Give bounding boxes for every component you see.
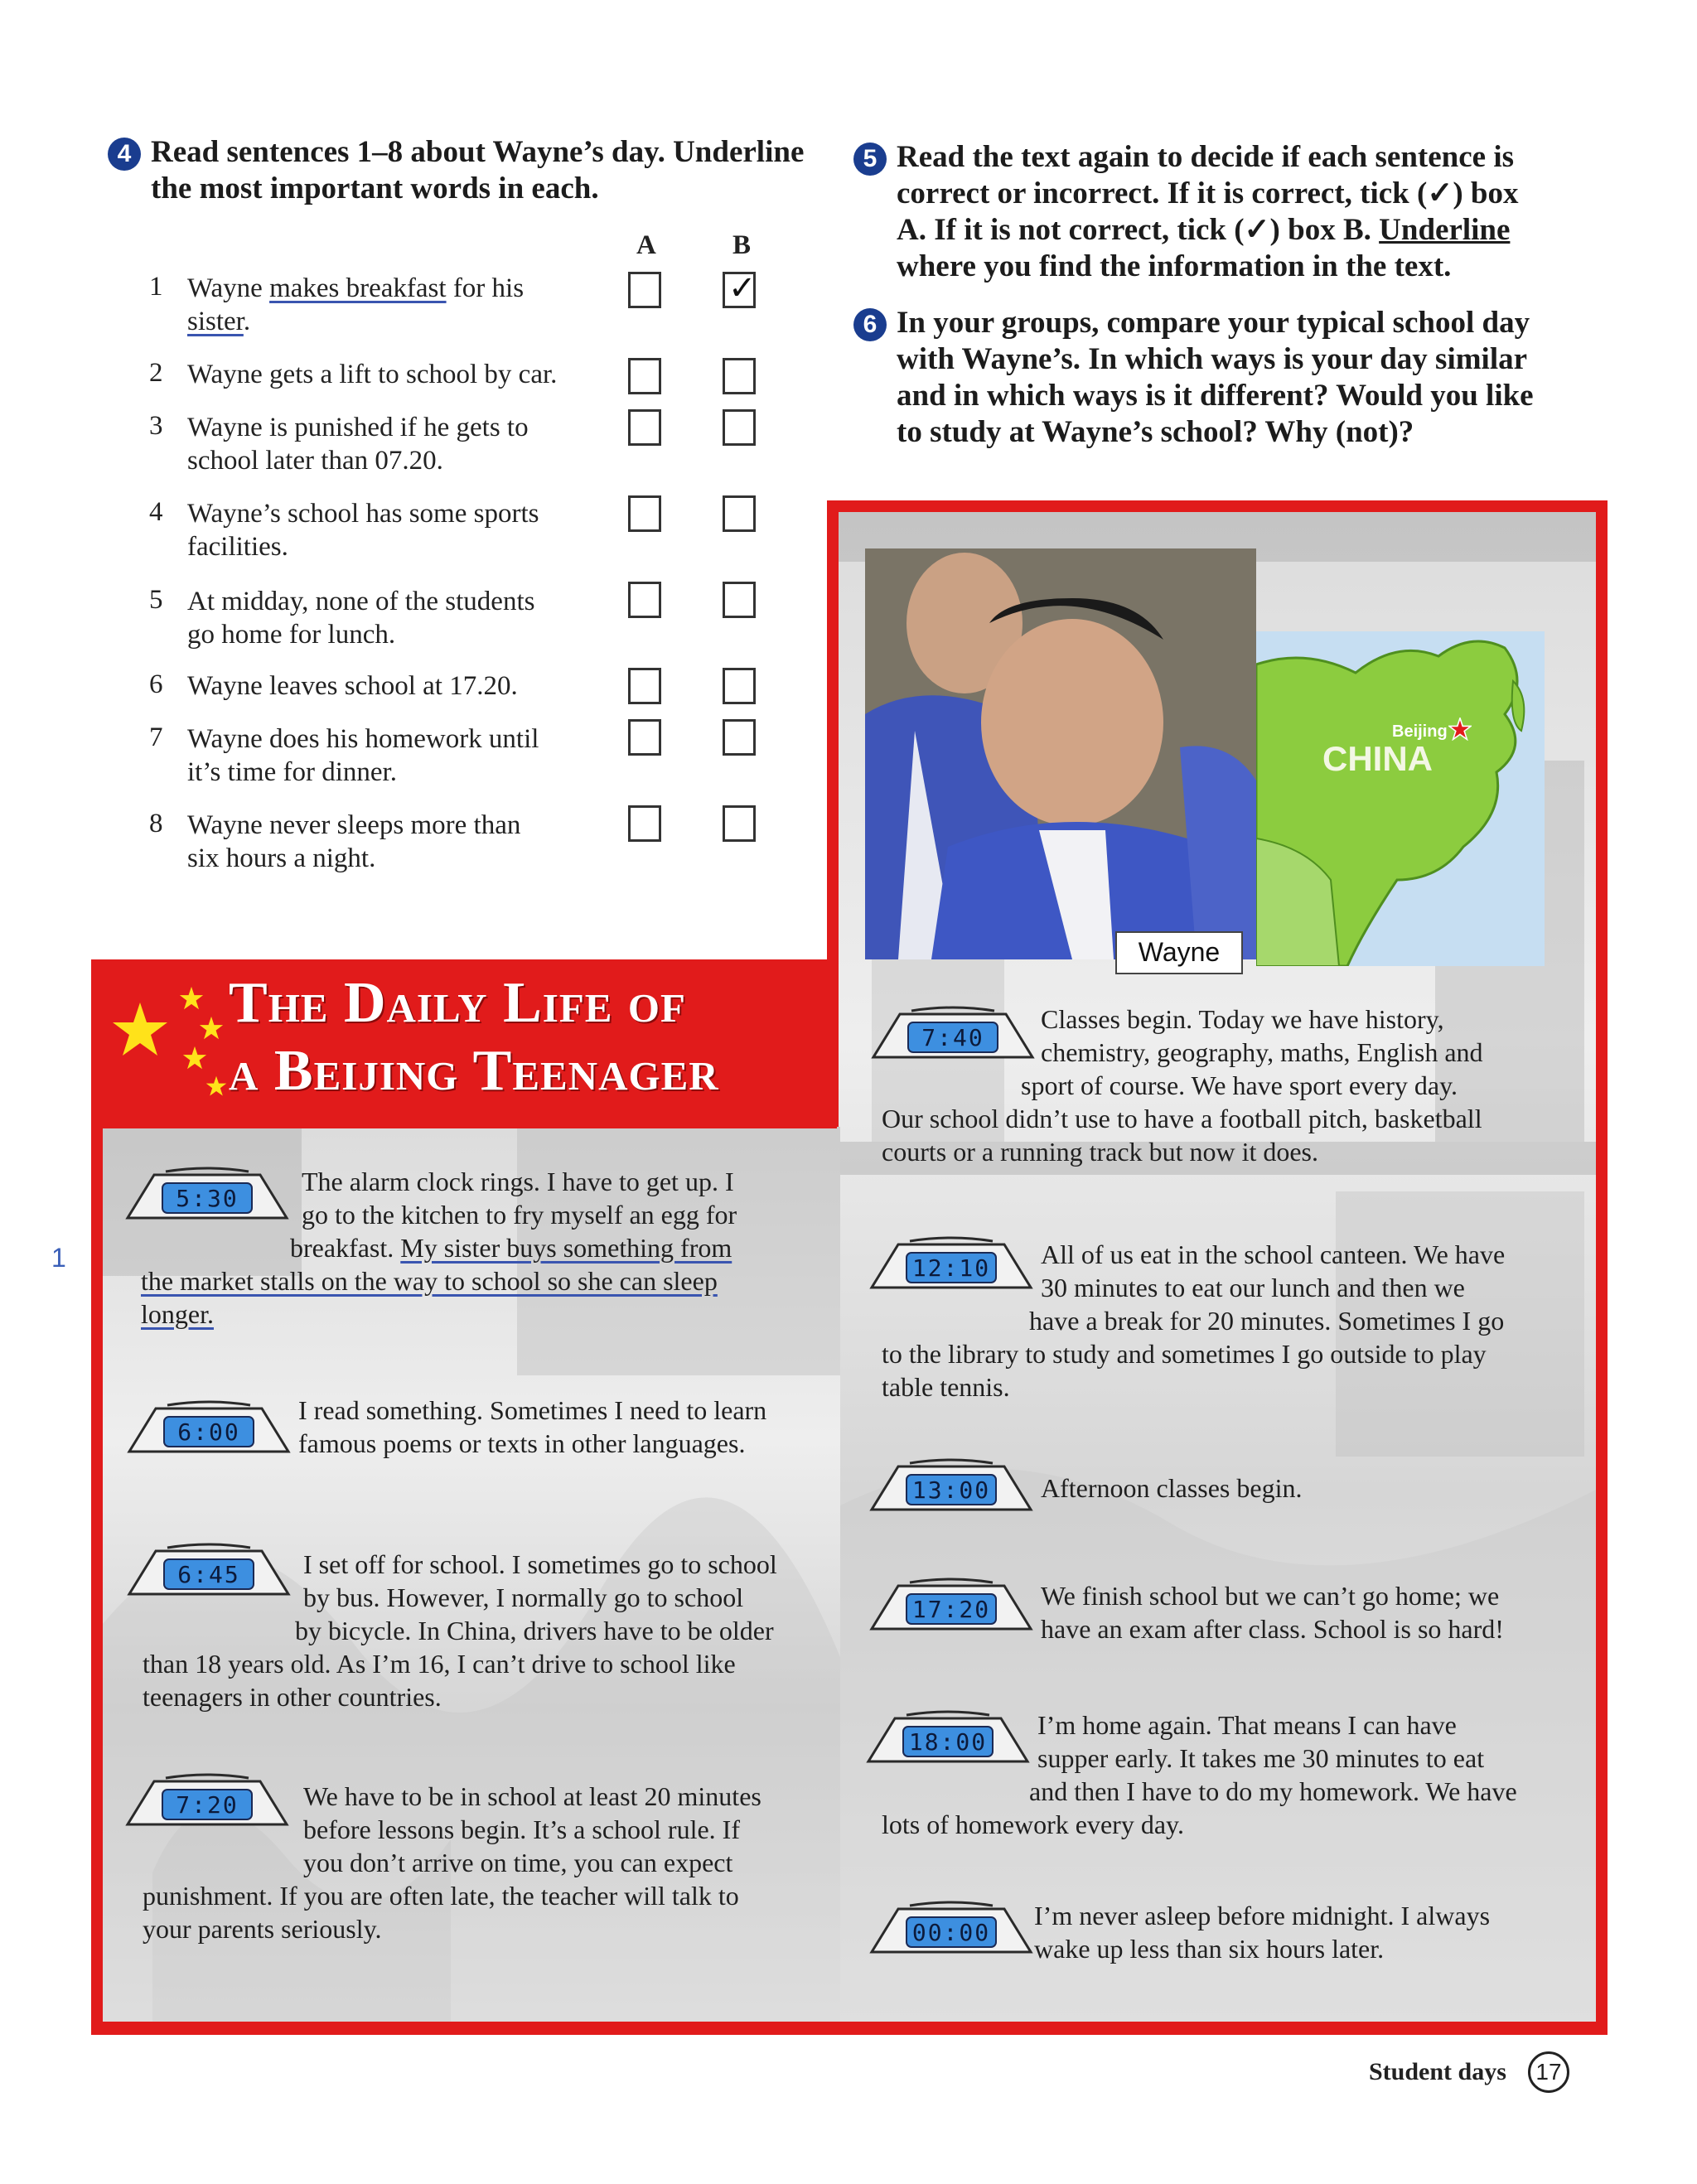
- exercise-number-badge: 6: [853, 308, 887, 341]
- entry-text: supper early. It takes me 30 minutes to eat: [1037, 1743, 1485, 1773]
- clock-time: 00:00: [911, 1919, 991, 1946]
- checkbox-a-q4[interactable]: [628, 495, 661, 532]
- entry-text: Afternoon classes begin.: [1041, 1473, 1303, 1503]
- exercise-6-line2: with Wayne’s. In which ways is your day similar: [897, 342, 1528, 376]
- question-text: [187, 497, 618, 563]
- entry-text: I’m never asleep before midnight. I always: [1034, 1901, 1491, 1930]
- clock-6-45: [126, 1539, 292, 1601]
- checkbox-a-q1[interactable]: [628, 272, 661, 308]
- students-photo-art: [865, 548, 1256, 959]
- question-text-part: it’s time for dinner.: [187, 757, 397, 787]
- question-number: 1: [149, 272, 163, 302]
- entry-text: The alarm clock rings. I have to get up. I: [302, 1167, 734, 1196]
- question-text-part: school later than 07.20.: [187, 446, 443, 476]
- clock-18-00: [865, 1707, 1031, 1768]
- clock-13-00: [868, 1455, 1034, 1516]
- question-text: [187, 272, 618, 338]
- entry-text: I set off for school. I sometimes go to school: [303, 1549, 777, 1579]
- exercise-4-line1: Read sentences 1–8 about Wayne’s day. Underline: [151, 135, 805, 169]
- clock-time: 17:20: [911, 1596, 991, 1623]
- question-number: 6: [149, 669, 163, 699]
- entry-text: [141, 1297, 214, 1331]
- entry-text: [290, 1231, 732, 1264]
- entry-text: go to the kitchen to fry myself an egg for: [302, 1200, 737, 1230]
- checkbox-a-q3[interactable]: [628, 409, 661, 446]
- question-text-part: go home for lunch.: [187, 620, 396, 650]
- entry-text: have an exam after class. School is so hard!: [1041, 1614, 1504, 1644]
- checkbox-b-q2[interactable]: [723, 358, 756, 394]
- question-number: 7: [149, 722, 163, 752]
- checkbox-b-q7[interactable]: [723, 719, 756, 756]
- china-map: [1256, 631, 1545, 966]
- checkbox-a-q8[interactable]: [628, 805, 661, 842]
- checkbox-b-q5[interactable]: [723, 582, 756, 618]
- exercise-6-line4: to study at Wayne’s school? Why (not)?: [897, 415, 1414, 449]
- question-text: [187, 722, 618, 789]
- column-a-header: A: [636, 230, 656, 260]
- small-star-icon: [179, 986, 204, 1011]
- question-text: [187, 411, 618, 477]
- question-text: [187, 809, 618, 875]
- entry-text: to the library to study and sometimes I go outside to play: [882, 1339, 1487, 1369]
- entry-text: wake up less than six hours later.: [1034, 1934, 1385, 1964]
- question-text-part: Wayne is punished if he gets to: [187, 413, 529, 442]
- checkbox-b-q1[interactable]: [723, 269, 757, 308]
- article-title-line2: a Beijing Teenager: [229, 1039, 719, 1103]
- entry-text: [141, 1264, 718, 1297]
- entry-text: by bicycle. In China, drivers have to be older: [295, 1616, 774, 1645]
- entry-text: We have to be in school at least 20 minutes: [303, 1781, 761, 1811]
- small-star-icon: [199, 1016, 224, 1041]
- map-city-label: Beijing: [1392, 722, 1448, 741]
- underlined-evidence: My sister buys something from: [400, 1233, 732, 1263]
- question-number: 4: [149, 497, 163, 527]
- entry-text: famous poems or texts in other languages.: [298, 1428, 746, 1458]
- question-number: 2: [149, 358, 163, 388]
- clock-time: 6:45: [177, 1561, 240, 1588]
- clock-time: 5:30: [176, 1185, 239, 1212]
- underlined-words: makes breakfast: [269, 273, 447, 303]
- entry-text: Classes begin. Today we have history,: [1041, 1004, 1444, 1034]
- large-star-icon: [111, 1001, 169, 1059]
- exercise-4-instruction: [108, 134, 837, 207]
- entry-text: courts or a running track but now it does.: [882, 1137, 1318, 1167]
- entry-text: your parents seriously.: [143, 1914, 382, 1944]
- clock-7-40: [870, 1003, 1036, 1064]
- entry-text: sport of course. We have sport every day.: [1021, 1070, 1458, 1100]
- china-map-art: [1256, 631, 1545, 966]
- article-title-line1: The Daily Life of: [229, 971, 686, 1035]
- clock-5-30: [124, 1163, 290, 1225]
- exercise-6-instruction: [853, 305, 1649, 451]
- checkbox-a-q2[interactable]: [628, 358, 661, 394]
- page-number: 17: [1528, 2051, 1569, 2093]
- question-number: 5: [149, 585, 163, 615]
- entry-text: We finish school but we can’t go home; we: [1041, 1581, 1500, 1611]
- entry-text: by bus. However, I normally go to school: [303, 1582, 744, 1612]
- exercise-number-badge: 5: [853, 143, 887, 176]
- exercise-5-line3: [897, 212, 1649, 249]
- map-country-label: CHINA: [1322, 739, 1433, 778]
- checkbox-b-q8[interactable]: [723, 805, 756, 842]
- question-text-part: Wayne: [187, 273, 270, 303]
- entry-text-part: breakfast.: [290, 1233, 401, 1263]
- margin-line-mark: 1: [51, 1243, 66, 1273]
- underlined-words: sister: [187, 307, 244, 336]
- clock-time: 7:20: [176, 1791, 239, 1819]
- question-text-part: Wayne’s school has some sports: [187, 499, 539, 529]
- checkbox-b-q4[interactable]: [723, 495, 756, 532]
- question-text-part: six hours a night.: [187, 843, 376, 873]
- clock-17-20: [868, 1574, 1034, 1636]
- question-text: Wayne gets a lift to school by car.: [187, 360, 558, 389]
- entry-text: have a break for 20 minutes. Sometimes I go: [1029, 1306, 1505, 1336]
- clock-time: 18:00: [908, 1728, 988, 1756]
- clock-time: 7:40: [921, 1024, 984, 1051]
- question-number: 8: [149, 809, 163, 838]
- exercise-4-line2: the most important words in each.: [151, 172, 599, 205]
- checkbox-a-q7[interactable]: [628, 719, 661, 756]
- clock-12-10: [868, 1233, 1034, 1294]
- question-text-part: Wayne does his homework until: [187, 724, 539, 754]
- underline-word: Underline: [1379, 213, 1511, 247]
- clock-time: 12:10: [911, 1254, 991, 1282]
- entry-text: I’m home again. That means I can have: [1037, 1710, 1457, 1740]
- clock-time: 13:00: [911, 1476, 991, 1504]
- checkbox-a-q5[interactable]: [628, 582, 661, 618]
- footer-section-title: Student days: [1369, 2058, 1506, 2085]
- wayne-photo: [865, 548, 1256, 959]
- entry-text: table tennis.: [882, 1372, 1010, 1402]
- question-number: 3: [149, 411, 163, 441]
- tick-mark-icon: ✓: [728, 269, 757, 307]
- entry-text: than 18 years old. As I’m 16, I can’t drive to school like: [143, 1649, 736, 1679]
- exercise-6-line1: In your groups, compare your typical school day: [897, 306, 1530, 340]
- entry-text: I read something. Sometimes I need to learn: [298, 1395, 767, 1425]
- entry-text: before lessons begin. It’s a school rule. If: [303, 1814, 740, 1844]
- entry-text: 30 minutes to eat our lunch and then we: [1041, 1273, 1465, 1302]
- checkbox-a-q6[interactable]: [628, 668, 661, 704]
- clock-time: 6:00: [177, 1418, 240, 1446]
- exercise-5-line4: where you find the information in the text.: [897, 249, 1452, 283]
- question-text-part: facilities.: [187, 532, 288, 562]
- question-text: [187, 585, 618, 651]
- question-text-part: for his: [446, 273, 525, 303]
- clock-00-00: [868, 1897, 1034, 1959]
- question-text-part: At midday, none of the students: [187, 587, 535, 616]
- small-star-icon: [182, 1046, 207, 1070]
- exercise-number-badge: 4: [108, 138, 141, 171]
- exercise-6-line3: and in which ways is it different? Would you like: [897, 379, 1534, 413]
- capital-star-icon: [1448, 718, 1472, 741]
- entry-text: punishment. If you are often late, the teacher will talk to: [143, 1881, 739, 1911]
- exercise-5-line2: correct or incorrect. If it is correct, tick (✓) box: [897, 176, 1519, 210]
- entry-text: All of us eat in the school canteen. We have: [1041, 1239, 1506, 1269]
- question-text: Wayne leaves school at 17.20.: [187, 671, 518, 701]
- exercise-5-line3-text: A. If it is not correct, tick (✓) box B.: [897, 213, 1380, 247]
- entry-text: Our school didn’t use to have a football pitch, basketball: [882, 1104, 1482, 1133]
- underlined-evidence: longer.: [141, 1299, 214, 1329]
- checkbox-b-q3[interactable]: [723, 409, 756, 446]
- entry-text: chemistry, geography, maths, English and: [1041, 1037, 1483, 1067]
- checkbox-b-q6[interactable]: [723, 668, 756, 704]
- question-text-part: Wayne never sleeps more than: [187, 810, 521, 840]
- photo-caption: Wayne: [1115, 931, 1243, 974]
- entry-text: lots of homework every day.: [882, 1810, 1184, 1839]
- column-b-header: B: [732, 230, 752, 260]
- underlined-evidence: the market stalls on the way to school so she can sleep: [141, 1266, 718, 1296]
- exercise-5-instruction: [853, 139, 1649, 285]
- entry-text: teenagers in other countries.: [143, 1682, 442, 1712]
- question-text-part: .: [243, 307, 251, 336]
- small-star-icon: [205, 1075, 227, 1097]
- entry-text: you don’t arrive on time, you can expect: [303, 1848, 733, 1877]
- clock-6-00: [126, 1397, 292, 1458]
- exercise-5-line1: Read the text again to decide if each sentence is: [897, 140, 1515, 174]
- clock-7-20: [124, 1770, 290, 1831]
- entry-text: and then I have to do my homework. We have: [1029, 1776, 1517, 1806]
